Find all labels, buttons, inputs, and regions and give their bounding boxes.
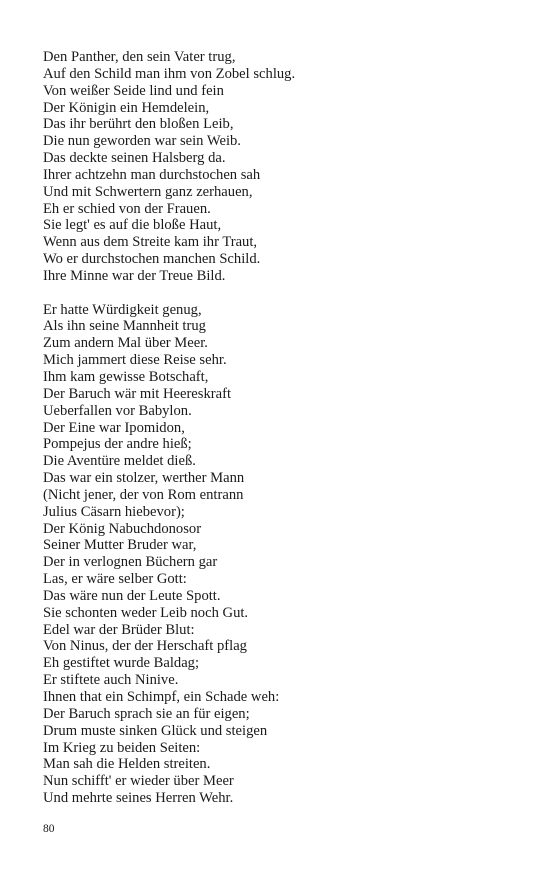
verse-line: Der Baruch sprach sie an für eigen; <box>43 705 250 722</box>
page-number: 80 <box>43 823 55 835</box>
verse-line: Er stiftete auch Ninive. <box>43 672 179 689</box>
verse-line: Von Ninus, der der Herschaft pflag <box>43 638 247 655</box>
verse-line: Die Aventüre meldet dieß. <box>43 453 196 470</box>
verse-line: Der Königin ein Hemdelein, <box>43 99 210 116</box>
verse-line: Auf den Schild man ihm von Zobel schlug. <box>43 65 296 82</box>
verse-line: Nun schifft' er wieder über Meer <box>43 773 234 790</box>
verse-line: Wo er durchstochen manchen Schild. <box>43 251 261 268</box>
verse-line: Der König Nabuchdonosor <box>43 520 202 537</box>
verse-line: Mich jammert diese Reise sehr. <box>43 352 227 369</box>
verse-line: Man sah die Helden streiten. <box>43 756 211 773</box>
poem-text <box>43 49 513 807</box>
verse-line: Wenn aus dem Streite kam ihr Traut, <box>43 234 258 251</box>
verse-line: Sie legt' es auf die bloße Haut, <box>43 217 222 234</box>
verse-line: Als ihn seine Mannheit trug <box>43 318 206 335</box>
verse-line: Die nun geworden war sein Weib. <box>43 133 241 150</box>
verse-line: Zum andern Mal über Meer. <box>43 335 208 352</box>
verse-line: Ihm kam gewisse Botschaft, <box>43 368 209 385</box>
verse-line: Ueberfallen vor Babylon. <box>43 402 192 419</box>
verse-line: Das wäre nun der Leute Spott. <box>43 587 221 604</box>
verse-line: Das deckte seinen Halsberg da. <box>43 150 226 167</box>
verse-line: Von weißer Seide lind und fein <box>43 82 224 99</box>
verse-line: Den Panther, den sein Vater trug, <box>43 49 236 65</box>
stanza-1 <box>43 49 513 285</box>
verse-line: Das ihr berührt den bloßen Leib, <box>43 116 234 133</box>
verse-line: Ihnen that ein Schimpf, ein Schade weh: <box>43 689 280 706</box>
verse-line: Der Baruch wär mit Heereskraft <box>43 385 232 402</box>
verse-line: Der in verlognen Büchern gar <box>43 554 218 571</box>
verse-line: Ihrer achtzehn man durchstochen sah <box>43 166 261 183</box>
verse-line: Er hatte Würdigkeit genug, <box>43 301 202 318</box>
verse-line: Sie schonten weder Leib noch Gut. <box>43 604 249 621</box>
verse-line: Edel war der Brüder Blut: <box>43 621 195 638</box>
verse-line: Eh gestiftet wurde Baldag; <box>43 655 200 672</box>
verse-line: Drum muste sinken Glück und steigen <box>43 722 268 739</box>
stanza-2 <box>43 302 513 807</box>
verse-line: Eh er schied von der Frauen. <box>43 200 211 217</box>
verse-line: Im Krieg zu beiden Seiten: <box>43 739 201 756</box>
verse-line: Seiner Mutter Bruder war, <box>43 537 197 554</box>
verse-line: Und mit Schwertern ganz zerhauen, <box>43 183 253 200</box>
verse-line: Pompejus der andre hieß; <box>43 436 192 453</box>
verse-line: Julius Cäsarn hiebevor); <box>43 503 185 520</box>
verse-line: Der Eine war Ipomidon, <box>43 419 185 436</box>
verse-line: Das war ein stolzer, werther Mann <box>43 470 245 487</box>
verse-line: Ihre Minne war der Treue Bild. <box>43 267 226 284</box>
verse-line: Und mehrte seines Herren Wehr. <box>43 790 234 807</box>
verse-line: Las, er wäre selber Gott: <box>43 571 187 588</box>
verse-line: (Nicht jener, der von Rom entrann <box>43 486 244 503</box>
